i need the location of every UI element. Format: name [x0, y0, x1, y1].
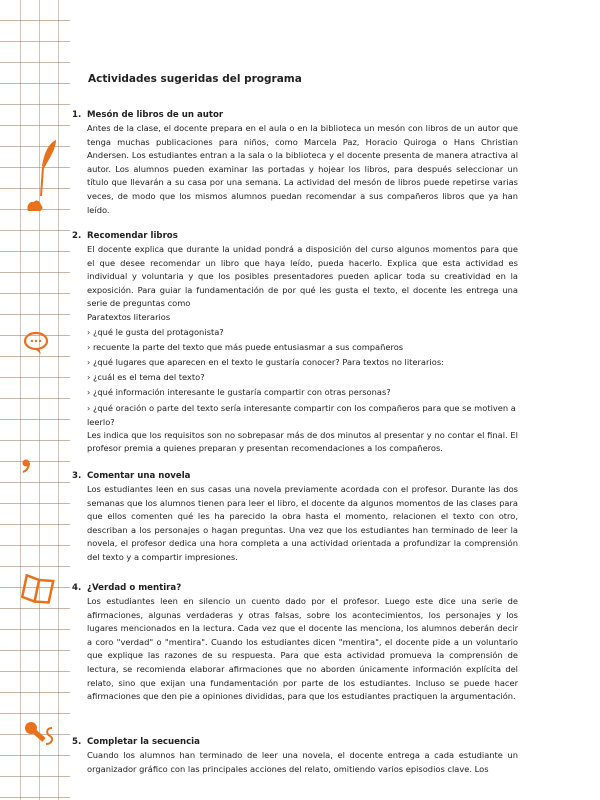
subheading: Paratextos literarios [87, 311, 171, 322]
section-heading: 3. Comentar una novela [72, 471, 191, 481]
section-heading: 5. Completar la secuencia [72, 737, 200, 747]
list-item: › ¿qué le gusta del protagonista? [87, 326, 224, 337]
section-body: Cuando los alumnos han terminado de leer una novela, el docente entrega a cada estudiante un organizador gráfico con las principales acciones del relato, omitiendo varios episodios clave. Los [87, 750, 518, 774]
list-item: › ¿qué lugares que aparecen en el texto le gustaría conocer? Para textos no literarios: [87, 356, 444, 367]
section-5 [72, 736, 518, 776]
section-heading: 1. Mesón de libros de un autor [72, 110, 224, 120]
section-heading: 2. Recomendar libros [72, 231, 178, 241]
section-1 [72, 109, 518, 217]
section-closing: Les indica que los requisitos son no sobrepasar más de dos minutos al presentar y no contar el final. El profesor premia a quienes preparan y presentan recomendaciones a los compañeros. [87, 429, 518, 454]
comma-icon [21, 459, 31, 473]
quill-icon [36, 138, 58, 198]
page-title: Actividades sugeridas del programa [88, 73, 302, 85]
section-4 [72, 582, 518, 704]
list-item: › recuente la parte del texto que más puede entusiasmar a sus compañeros [87, 341, 404, 352]
section-body: Antes de la clase, el docente prepara en el aula o en la biblioteca un mesón con libros de un autor que tenga muchas publicaciones para niños, como Marcela Paz, Horacio Quiroga o Hans Christian Andersen. Los estudiantes entran a la sala o la biblioteca y el docente presenta de manera atractiva al autor. Los alumnos pueden examinar las portadas y hojear los libros, para después seleccionar un título que llevarán a su casa por una semana. La actividad del mesón de libros puede repetirse varias veces, de modo que los mismos alumnos puedan recomendar a sus compañeros libros que ya han leído. [87, 123, 518, 215]
section-3 [72, 470, 518, 565]
section-heading: 4. ¿Verdad o mentira? [72, 583, 182, 593]
speech-bubble-icon [23, 331, 49, 355]
microphone-icon [22, 720, 56, 748]
open-book-icon [20, 574, 56, 606]
list-item: › ¿qué oración o parte del texto sería interesante compartir con los compañeros para que se motiven a leerlo? [87, 402, 516, 427]
ink-blot-icon [26, 199, 44, 213]
grid-margin [0, 0, 70, 800]
section-body: Los estudiantes leen en silencio un cuento dado por el profesor. Luego este dice una serie de afirmaciones, algunas verdaderas y otras falsas, sobre los acontecimientos, los personajes y los lugares mencionados en la lectura. Cada vez que el docente las menciona, los alumnos deberán decir a coro "verdad" o "mentira". Cuando los estudiantes dicen "mentira", el docente pide a un voluntario que explique las razones de su respuesta. Para que esta actividad promueva la comprensión de lectura, se recomienda elaborar afirmaciones que no aborden únicamente información explícita del relato, sino que exijan una fundamentación por parte de los estudiantes. Incluso se puede hacer afirmaciones que den pie a opiniones divididas, para que los estudiantes practiquen la argumentación. [87, 596, 518, 702]
section-body: Los estudiantes leen en sus casas una novela previamente acordada con el profesor. Durante las dos semanas que los alumnos tienen para leer el libro, el docente da algunos momentos de las clases para que ellos comenten qué les ha parecido la obra hasta el momento, relacionen el texto con otro, describan a los personajes o hagan preguntas. Una vez que los estudiantes han terminado de leer la novela, el profesor dedica una hora completa a una actividad orientada a profundizar la comprensión del texto y a compartir impresiones. [87, 484, 518, 562]
section-2 [72, 230, 518, 456]
section-body: El docente explica que durante la unidad pondrá a disposición del curso algunos momentos para que el que desee recomendar un libro que haya leído, pueda hacerlo. Explica que esta actividad es individual y voluntaria y que los posibles presentadores pueden aplicar toda su creatividad en la exposición. Para guiar la fundamentación de por qué les gusta el texto, el docente les entrega una serie de preguntas como [87, 244, 518, 309]
list-item: › ¿cuál es el tema del texto? [87, 372, 205, 383]
list-item: › ¿qué información interesante le gustaría compartir con otras personas? [87, 387, 391, 398]
